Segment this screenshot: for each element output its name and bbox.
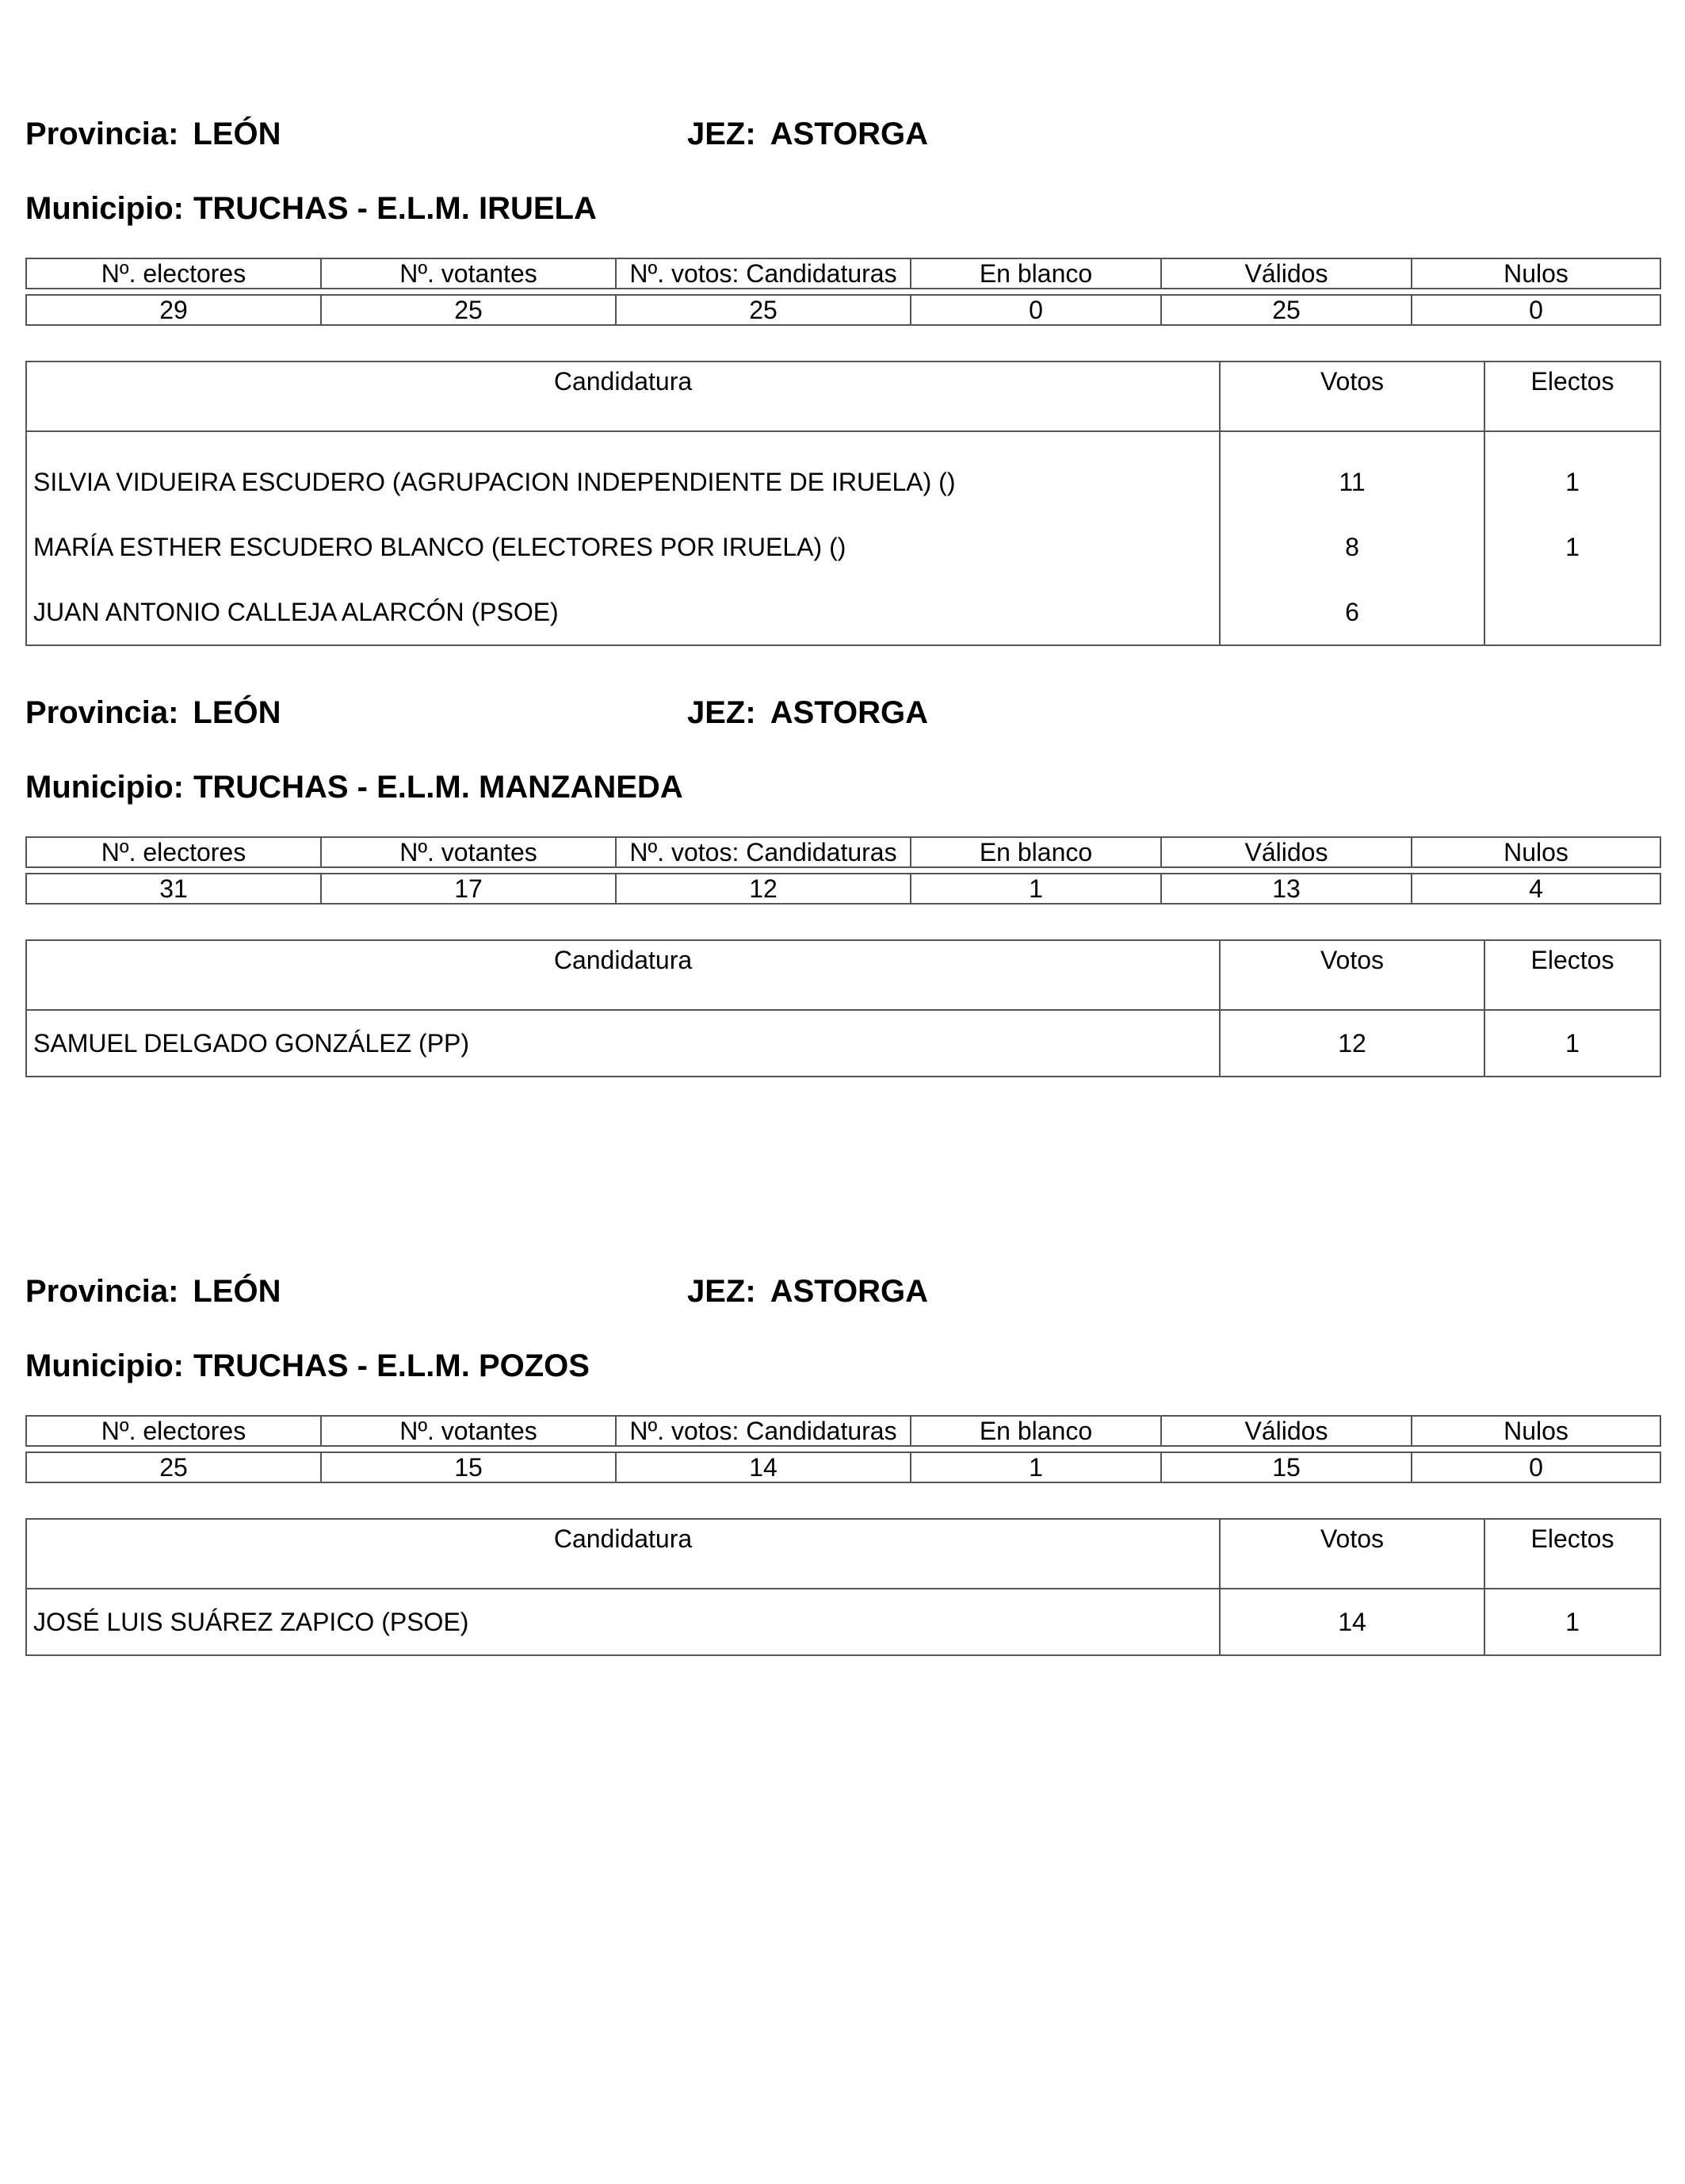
- jez-line: [687, 1272, 928, 1310]
- jez-value: ASTORGA: [770, 117, 928, 151]
- municipio-label: Municipio:: [25, 191, 184, 226]
- provincia-value: LEÓN: [193, 117, 281, 151]
- stat-header: En blanco: [911, 258, 1161, 289]
- provincia-line: [25, 115, 281, 153]
- stats-value-row: [26, 1452, 1660, 1482]
- candidate-name: MARÍA ESTHER ESCUDERO BLANCO (ELECTORES POR IRUELA) (): [26, 514, 1220, 579]
- jez-label: JEZ:: [687, 695, 756, 730]
- stat-value: 25: [1161, 295, 1412, 325]
- candidate-electos: 1: [1484, 431, 1660, 514]
- stat-header: En blanco: [911, 837, 1161, 867]
- stat-header: Válidos: [1161, 258, 1412, 289]
- stat-header: Nº. votantes: [321, 837, 616, 867]
- candidate-votos: 11: [1220, 431, 1484, 514]
- candidates-header-row: [26, 940, 1660, 1010]
- col-votos-header: Votos: [1220, 361, 1484, 431]
- stat-value: 29: [26, 295, 321, 325]
- candidate-electos: 1: [1484, 1589, 1660, 1655]
- candidate-row: [26, 514, 1660, 579]
- stat-header: En blanco: [911, 1416, 1161, 1446]
- stat-value: 4: [1412, 874, 1660, 904]
- stats-table: [25, 836, 1661, 905]
- stats-table: [25, 258, 1661, 326]
- stat-value: 1: [911, 1452, 1161, 1482]
- stats-header-row: [26, 258, 1660, 289]
- jez-label: JEZ:: [687, 117, 756, 151]
- municipio-value: TRUCHAS - E.L.M. POZOS: [193, 1348, 590, 1383]
- stat-value: 12: [616, 874, 911, 904]
- stats-value-row: [26, 874, 1660, 904]
- stats-header-row: [26, 1416, 1660, 1446]
- candidate-electos: [1484, 579, 1660, 645]
- stat-value: 15: [1161, 1452, 1412, 1482]
- candidates-table: [25, 939, 1661, 1077]
- col-electos-header: Electos: [1484, 1519, 1660, 1589]
- col-electos-header: Electos: [1484, 940, 1660, 1010]
- stat-header: Nº. electores: [26, 1416, 321, 1446]
- stat-value: 25: [321, 295, 616, 325]
- provincia-value: LEÓN: [193, 1274, 281, 1309]
- stat-header: Válidos: [1161, 1416, 1412, 1446]
- col-electos-header: Electos: [1484, 361, 1660, 431]
- municipio-value: TRUCHAS - E.L.M. MANZANEDA: [193, 770, 683, 805]
- provincia-line: [25, 1272, 281, 1310]
- candidate-votos: 6: [1220, 579, 1484, 645]
- municipio-label: Municipio:: [25, 1348, 184, 1383]
- municipio-line: [25, 768, 683, 806]
- candidate-votos: 14: [1220, 1589, 1484, 1655]
- stat-header: Nº. votantes: [321, 258, 616, 289]
- stat-header: Nº. votos: Candidaturas: [616, 837, 911, 867]
- municipio-label: Municipio:: [25, 770, 184, 805]
- municipio-line: [25, 1347, 590, 1385]
- stat-header: Nº. votos: Candidaturas: [616, 1416, 911, 1446]
- provincia-label: Provincia:: [25, 695, 179, 730]
- stat-header: Nº. electores: [26, 258, 321, 289]
- stat-header: Nº. votos: Candidaturas: [616, 258, 911, 289]
- stat-header: Nulos: [1412, 258, 1660, 289]
- candidates-table: [25, 1518, 1661, 1656]
- provincia-label: Provincia:: [25, 117, 179, 151]
- stat-value: 1: [911, 874, 1161, 904]
- stat-value: 0: [1412, 1452, 1660, 1482]
- municipio-line: [25, 189, 597, 228]
- stat-value: 17: [321, 874, 616, 904]
- stat-value: 25: [616, 295, 911, 325]
- candidate-electos: 1: [1484, 1010, 1660, 1077]
- candidate-name: JOSÉ LUIS SUÁREZ ZAPICO (PSOE): [26, 1589, 1220, 1655]
- col-votos-header: Votos: [1220, 1519, 1484, 1589]
- candidate-name: JUAN ANTONIO CALLEJA ALARCÓN (PSOE): [26, 579, 1220, 645]
- jez-value: ASTORGA: [770, 1274, 928, 1309]
- candidate-row: [26, 579, 1660, 645]
- provincia-value: LEÓN: [193, 695, 281, 730]
- candidates-table: [25, 361, 1661, 646]
- municipio-value: TRUCHAS - E.L.M. IRUELA: [193, 191, 597, 226]
- stats-table: [25, 1415, 1661, 1483]
- stat-header: Nulos: [1412, 837, 1660, 867]
- candidate-name: SILVIA VIDUEIRA ESCUDERO (AGRUPACION INDEPENDIENTE DE IRUELA) (): [26, 431, 1220, 514]
- stats-header-row: [26, 837, 1660, 867]
- provincia-line: [25, 694, 281, 732]
- stat-header: Nulos: [1412, 1416, 1660, 1446]
- stat-value: 25: [26, 1452, 321, 1482]
- col-candidatura-header: Candidatura: [26, 940, 1220, 1010]
- stat-value: 31: [26, 874, 321, 904]
- jez-value: ASTORGA: [770, 695, 928, 730]
- jez-line: [687, 115, 928, 153]
- candidates-header-row: [26, 1519, 1660, 1589]
- col-candidatura-header: Candidatura: [26, 361, 1220, 431]
- candidate-electos: 1: [1484, 514, 1660, 579]
- stat-value: 0: [911, 295, 1161, 325]
- candidate-row: [26, 1589, 1660, 1655]
- candidate-votos: 12: [1220, 1010, 1484, 1077]
- stat-value: 13: [1161, 874, 1412, 904]
- col-candidatura-header: Candidatura: [26, 1519, 1220, 1589]
- jez-line: [687, 694, 928, 732]
- col-votos-header: Votos: [1220, 940, 1484, 1010]
- provincia-label: Provincia:: [25, 1274, 179, 1309]
- stat-value: 0: [1412, 295, 1660, 325]
- stat-header: Nº. electores: [26, 837, 321, 867]
- candidate-row: [26, 1010, 1660, 1077]
- jez-label: JEZ:: [687, 1274, 756, 1309]
- candidate-row: [26, 431, 1660, 514]
- candidate-votos: 8: [1220, 514, 1484, 579]
- stat-header: Válidos: [1161, 837, 1412, 867]
- candidate-name: SAMUEL DELGADO GONZÁLEZ (PP): [26, 1010, 1220, 1077]
- stats-value-row: [26, 295, 1660, 325]
- candidates-header-row: [26, 361, 1660, 431]
- stat-value: 15: [321, 1452, 616, 1482]
- stat-value: 14: [616, 1452, 911, 1482]
- stat-header: Nº. votantes: [321, 1416, 616, 1446]
